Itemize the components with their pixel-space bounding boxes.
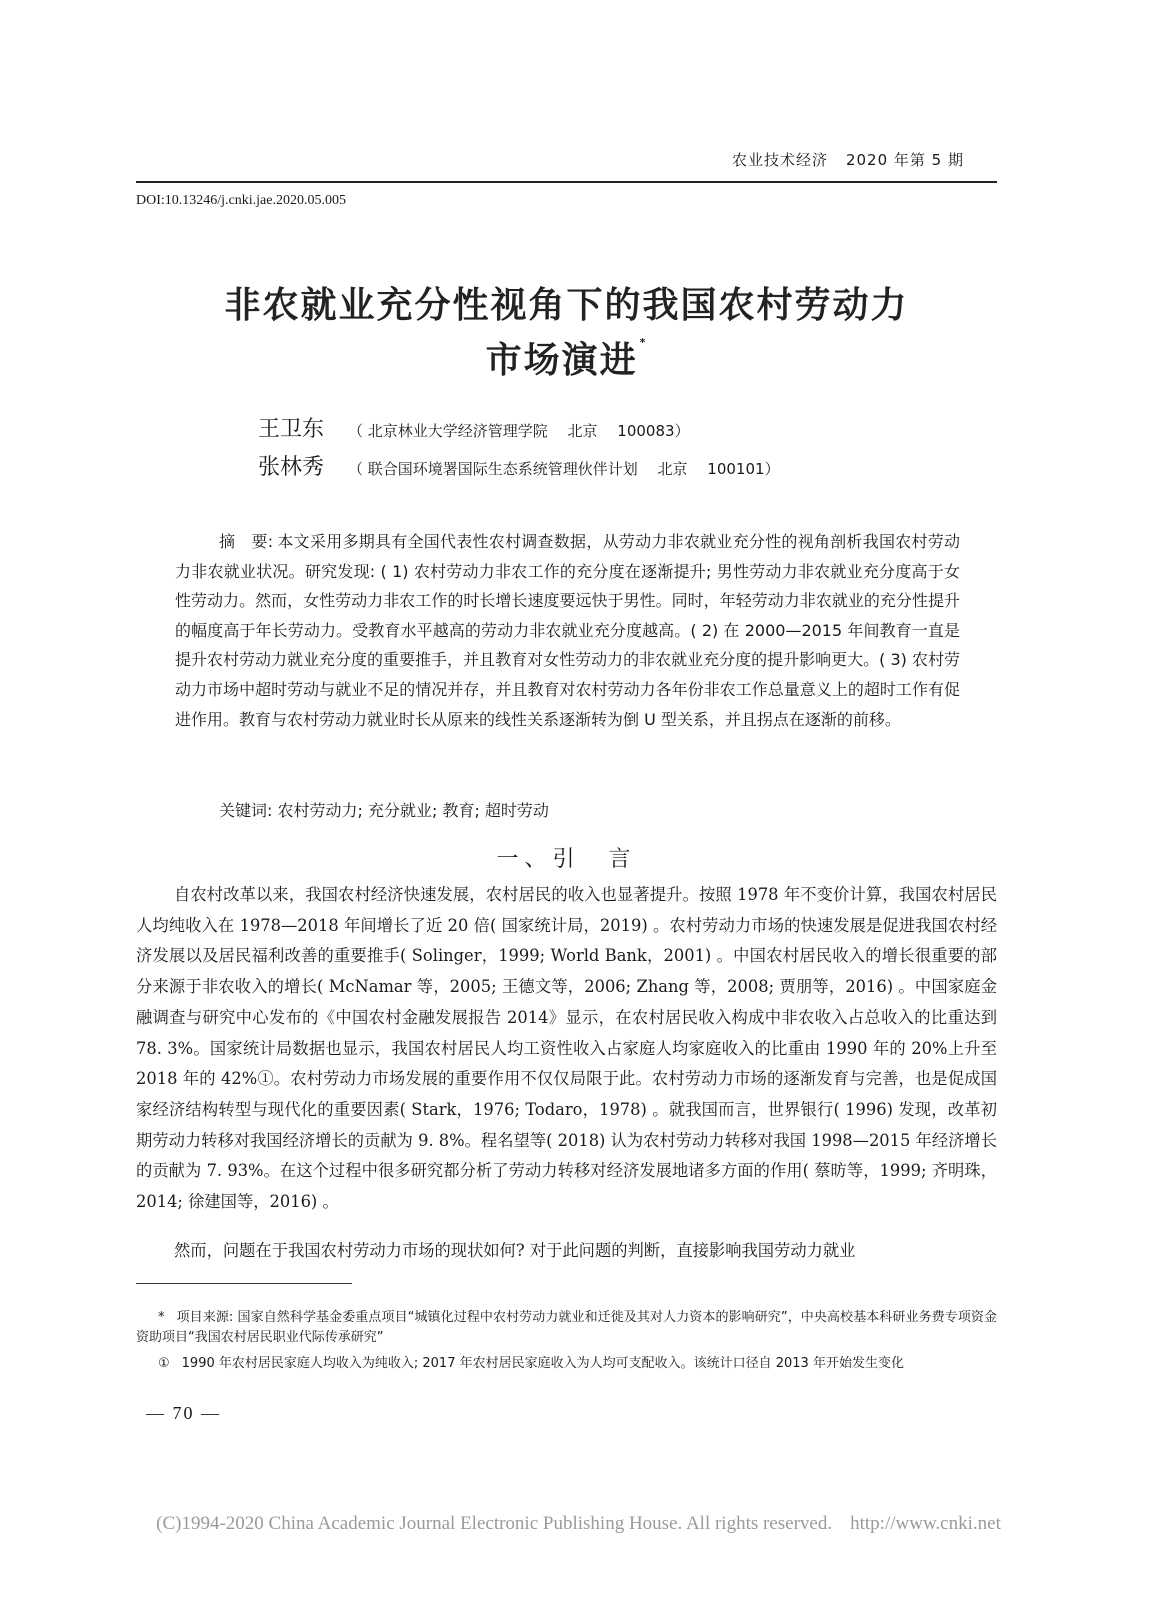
author-name: 张林秀 bbox=[258, 455, 325, 480]
footnote-mark: ① bbox=[158, 1356, 170, 1371]
title-footnote-mark: * bbox=[639, 336, 648, 349]
doi: DOI:10.13246/j.cnki.jae.2020.05.005 bbox=[136, 193, 346, 208]
abstract bbox=[175, 527, 960, 734]
paper-title-text: 市场演进 bbox=[485, 340, 638, 381]
footnote-1 bbox=[136, 1308, 997, 1348]
copyright-footer bbox=[0, 1513, 1157, 1535]
abstract-text: 本文采用多期具有全国代表性农村调查数据，从劳动力非农就业充分性的视角剖析我国农村劳动力非农就业状况。研究发现: ( 1) 农村劳动力非农工作的充分度在逐渐提升; 男性劳动力非农就业充分度高于女性劳动力。然而，女性劳动力非农工作的时长增长速度要远快于男性。同时，年轻劳动力非农就业的充分性提升的幅度高于年长劳动力。受教育水平越高的劳动力非农就业充分度越高。( 2) 在 2000—2015 年间教育一直是提升农村劳动力就业充分度的重要推手，并且教育对女性劳动力的非农就业充分度的提升影响更大。( 3) 农村劳动力市场中超时劳动与就业不足的情况并存，并且教育对农村劳动力各年份非农工作总量意义上的超时工作有促进作用。教育与农村劳动力就业时长从原来的线性关系逐渐转为倒 U 型关系，并且拐点在逐渐的前移。 bbox=[175, 532, 960, 729]
footnote-text: 1990 年农村居民家庭人均收入为纯收入; 2017 年农村居民家庭收入为人均可支配收入。该统计口径自 2013 年开始发生变化 bbox=[181, 1356, 904, 1371]
footnote-text: 项目来源: 国家自然科学基金委重点项目“城镇化过程中农村劳动力就业和迁徙及其对人力资本的影响研究”，中央高校基本科研业务费专项资金资助项目“我国农村居民职业代际传承研究” bbox=[136, 1310, 997, 1345]
author-1 bbox=[258, 412, 690, 443]
paper-title-line-2 bbox=[136, 332, 997, 383]
journal-name: 农业技术经济 bbox=[731, 151, 828, 169]
page-number: — 70 — bbox=[146, 1403, 221, 1423]
author-2 bbox=[258, 450, 780, 481]
paper-title-line-1: 非农就业充分性视角下的我国农村劳动力 bbox=[224, 285, 909, 326]
copyright-notice: (C)1994-2020 China Academic Journal Electronic Publishing House. All rights reserved. bbox=[156, 1513, 833, 1534]
header-rule bbox=[136, 181, 997, 183]
body-paragraph-2: 然而，问题在于我国农村劳动力市场的现状如何? 对于此问题的判断，直接影响我国劳动力就业 bbox=[174, 1241, 856, 1260]
footnote-2 bbox=[136, 1354, 997, 1374]
keywords-label: 关键词: bbox=[219, 801, 273, 820]
issue-label: 2020 年第 5 期 bbox=[845, 151, 964, 169]
author-affiliation: （ 北京林业大学经济管理学院 北京 100083） bbox=[348, 422, 690, 440]
abstract-label: 摘 要: bbox=[219, 532, 274, 551]
keywords bbox=[219, 798, 959, 821]
footnote-mark: * bbox=[158, 1310, 165, 1325]
author-affiliation: （ 联合国环境署国际生态系统管理伙伴计划 北京 100101） bbox=[348, 460, 780, 478]
author-name: 王卫东 bbox=[258, 417, 325, 442]
keywords-text: 农村劳动力; 充分就业; 教育; 超时劳动 bbox=[277, 801, 549, 820]
running-header bbox=[732, 149, 964, 170]
section-heading: 一、引 言 bbox=[496, 847, 637, 872]
cnki-url: http://www.cnki.net bbox=[850, 1513, 1001, 1534]
footnote-rule bbox=[136, 1283, 352, 1284]
body-paragraph-1: 自农村改革以来，我国农村经济快速发展，农村居民的收入也显著提升。按照 1978 年不变价计算，我国农村居民人均纯收入在 1978—2018 年间增长了近 20 倍( 国家统计局，2019) 。农村劳动力市场的快速发展是促进我国农村经济发展以及居民福利改善的重要推手( Solinger，1999; World Bank，2001) 。中国农村居民收入的增长很重要的部分来源于非农收入的增长( McNamar 等，2005; 王德文等，2006; Zhang 等，2008; 贾朋等，2016) 。中国家庭金融调查与研究中心发布的《中国农村金融发展报告 2014》显示，在农村居民收入构成中非农收入占总收入的比重达到 78. 3%。国家统计局数据也显示，我国农村居民人均工资性收入占家庭人均家庭收入的比重由 1990 年的 20%上升至 2018 年的 42%①。农村劳动力市场发展的重要作用不仅仅局限于此。农村劳动力市场的逐渐发育与完善，也是促成国家经济结构转型与现代化的重要因素( Stark，1976; Todaro，1978) 。就我国而言，世界银行( 1996) 发现，改革初期劳动力转移对我国经济增长的贡献为 9. 8%。程名望等( 2018) 认为农村劳动力转移对我国 1998—2015 年经济增长的贡献为 7. 93%。在这个过程中很多研究都分析了劳动力转移对经济发展地诸多方面的作用( 蔡昉等，1999; 齐明珠，2014; 徐建国等，2016) 。 bbox=[136, 885, 997, 1212]
